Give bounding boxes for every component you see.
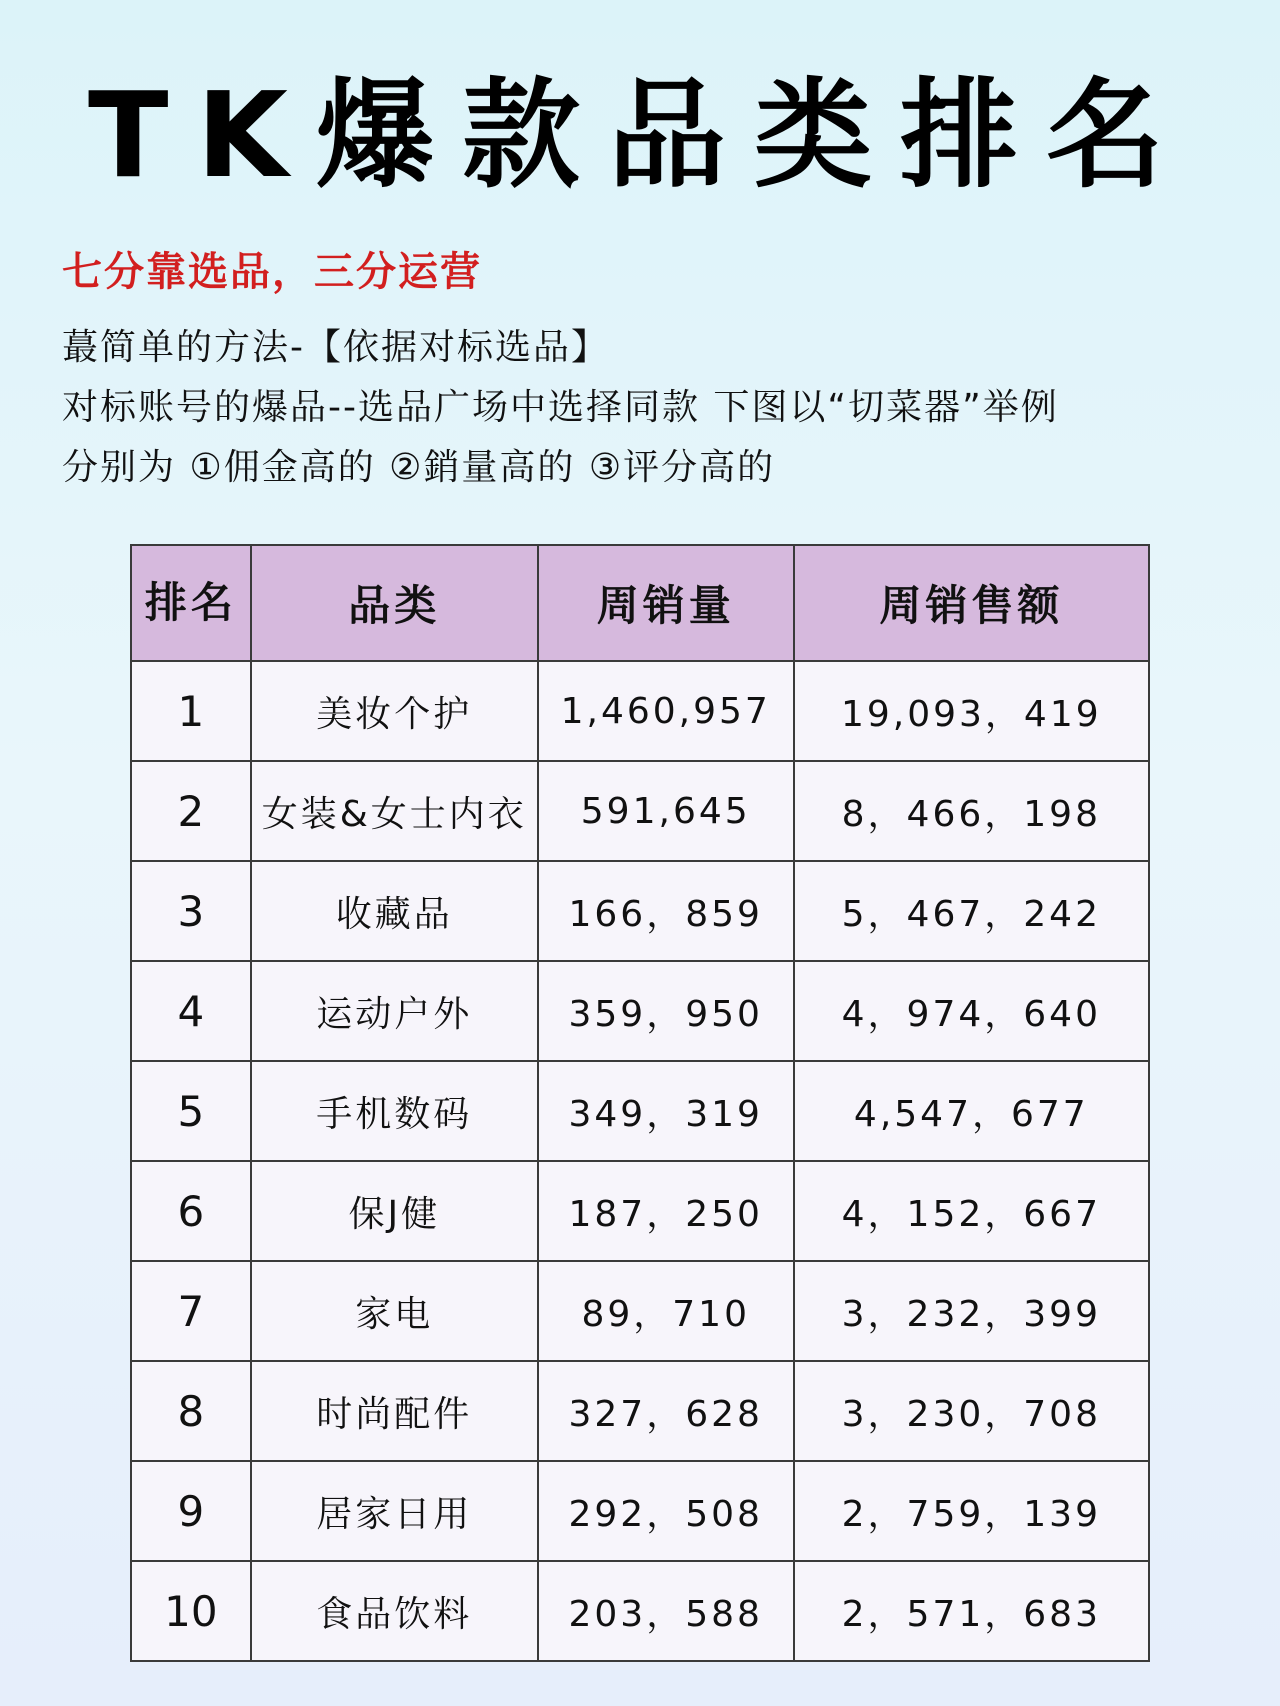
header-weekly-sales: 周销量	[538, 545, 794, 661]
intro-line: 对标账号的爆品--选品广场中选择同款 下图以“切菜器”举例	[62, 387, 1059, 428]
weekly-sales-cell: 89，710	[538, 1261, 794, 1361]
table-row	[131, 1161, 1149, 1261]
rank-cell: 9	[131, 1461, 251, 1561]
table-row	[131, 1361, 1149, 1461]
weekly-revenue-cell: 5，467，242	[794, 861, 1149, 961]
rank-cell: 5	[131, 1061, 251, 1161]
weekly-revenue-cell: 8，466，198	[794, 761, 1149, 861]
weekly-sales-cell: 203，588	[538, 1561, 794, 1661]
table-row	[131, 1561, 1149, 1661]
intro-text	[62, 318, 1059, 498]
category-cell: 食品饮料	[251, 1561, 538, 1661]
table-row	[131, 1261, 1149, 1361]
weekly-sales-cell: 359，950	[538, 961, 794, 1061]
category-cell: 家电	[251, 1261, 538, 1361]
category-cell: 运动户外	[251, 961, 538, 1061]
rank-cell: 6	[131, 1161, 251, 1261]
intro-line: 蕞简单的方法-【依据对标选品】	[62, 327, 609, 368]
weekly-revenue-cell: 19,093，419	[794, 661, 1149, 761]
category-cell: 居家日用	[251, 1461, 538, 1561]
weekly-sales-cell: 591,645	[538, 761, 794, 861]
rank-cell: 3	[131, 861, 251, 961]
category-cell: 手机数码	[251, 1061, 538, 1161]
category-cell: 时尚配件	[251, 1361, 538, 1461]
category-ranking-table	[130, 544, 1150, 1662]
weekly-revenue-cell: 3，230，708	[794, 1361, 1149, 1461]
page-title: TK爆款品类排名	[88, 66, 1192, 204]
category-cell: 美妆个护	[251, 661, 538, 761]
rank-cell: 2	[131, 761, 251, 861]
table-row	[131, 1061, 1149, 1161]
table-row	[131, 861, 1149, 961]
weekly-revenue-cell: 2，571，683	[794, 1561, 1149, 1661]
category-cell: 保J健	[251, 1161, 538, 1261]
weekly-revenue-cell: 4，974，640	[794, 961, 1149, 1061]
header-weekly-revenue: 周销售额	[794, 545, 1149, 661]
header-category: 品类	[251, 545, 538, 661]
table-row	[131, 761, 1149, 861]
table-row	[131, 1461, 1149, 1561]
rank-cell: 7	[131, 1261, 251, 1361]
weekly-revenue-cell: 4,547，677	[794, 1061, 1149, 1161]
weekly-sales-cell: 1,460,957	[538, 661, 794, 761]
weekly-revenue-cell: 4，152，667	[794, 1161, 1149, 1261]
subtitle: 七分靠选品，三分运营	[62, 249, 482, 295]
weekly-sales-cell: 187，250	[538, 1161, 794, 1261]
rank-cell: 10	[131, 1561, 251, 1661]
table-row	[131, 961, 1149, 1061]
weekly-revenue-cell: 3，232，399	[794, 1261, 1149, 1361]
weekly-sales-cell: 166，859	[538, 861, 794, 961]
table-row	[131, 661, 1149, 761]
rank-cell: 4	[131, 961, 251, 1061]
table-header-row	[131, 545, 1149, 661]
weekly-sales-cell: 327，628	[538, 1361, 794, 1461]
intro-line: 分别为 ①佣金高的 ②銷量高的 ③评分高的	[62, 447, 776, 488]
rank-cell: 8	[131, 1361, 251, 1461]
category-cell: 女装&女士内衣	[251, 761, 538, 861]
weekly-sales-cell: 349，319	[538, 1061, 794, 1161]
weekly-sales-cell: 292，508	[538, 1461, 794, 1561]
weekly-revenue-cell: 2，759，139	[794, 1461, 1149, 1561]
header-rank: 排名	[131, 545, 251, 661]
category-cell: 收藏品	[251, 861, 538, 961]
rank-cell: 1	[131, 661, 251, 761]
